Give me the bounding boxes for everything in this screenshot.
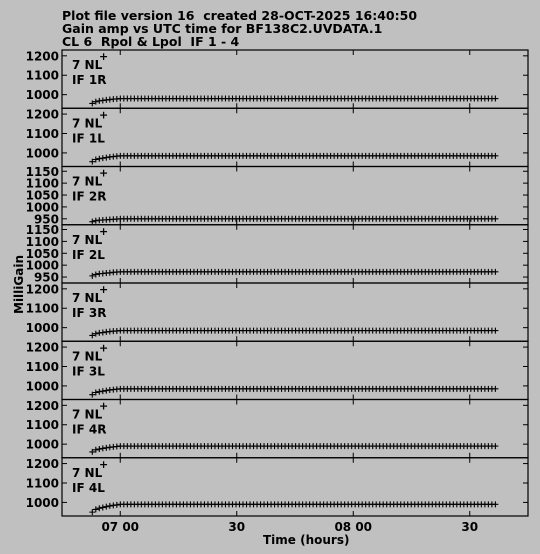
panel-if-label: IF 4L (72, 480, 105, 495)
marker-key: + (99, 457, 109, 471)
y-tick-label: 1100 (25, 301, 59, 316)
data-point (100, 97, 106, 103)
y-tick-label: 1100 (25, 234, 59, 249)
marker-key: + (99, 50, 109, 63)
panel-if-label: IF 1L (72, 131, 105, 146)
panel-if-label: IF 2R (72, 189, 107, 204)
y-tick-label: 1150 (25, 164, 59, 179)
panel-frame (62, 50, 528, 108)
data-point (107, 503, 113, 509)
y-tick-label: 1150 (25, 223, 59, 238)
plot-header-line-3: CL 6 Rpol & Lpol IF 1 - 4 (62, 34, 240, 49)
data-point (96, 389, 102, 395)
y-tick-label: 1000 (25, 321, 59, 336)
antenna-label: 7 NL (72, 465, 103, 480)
data-point (89, 273, 95, 279)
y-tick-label: 1200 (25, 49, 59, 64)
y-tick-label: 950 (33, 212, 59, 227)
marker-key: + (99, 341, 109, 355)
data-point (492, 443, 498, 449)
data-point (89, 509, 95, 515)
data-point (103, 388, 109, 394)
panel-if-label: IF 3L (72, 364, 105, 379)
panel-if-label: IF 2L (72, 247, 105, 262)
data-point (96, 446, 102, 452)
panel-frame (62, 400, 528, 458)
y-tick-label: 1000 (25, 146, 59, 161)
y-tick-label: 1200 (25, 340, 59, 355)
data-point (96, 156, 102, 162)
data-point (114, 502, 120, 508)
panel-frame (62, 167, 528, 225)
y-tick-label: 1100 (25, 418, 59, 433)
data-point (492, 328, 498, 334)
panel-frame (62, 225, 528, 283)
data-point (103, 445, 109, 451)
marker-key: + (99, 166, 109, 180)
panel-frame (62, 458, 528, 516)
y-tick-label: 1100 (25, 126, 59, 141)
y-tick-label: 950 (33, 270, 59, 285)
antenna-label: 7 NL (72, 291, 103, 305)
antenna-label: 7 NL (72, 232, 103, 247)
x-tick-label: 07 00 (101, 520, 140, 534)
y-tick-label: 1000 (25, 379, 59, 394)
data-point (492, 96, 498, 102)
x-tick-label: 30 (228, 520, 246, 534)
y-tick-label: 1000 (25, 200, 59, 215)
y-tick-label: 1200 (25, 107, 59, 122)
y-tick-label: 1050 (25, 188, 59, 203)
data-point (492, 216, 498, 222)
x-tick-label: 30 (461, 520, 479, 534)
panel-if-label: IF 4R (72, 422, 107, 437)
marker-key: + (99, 283, 109, 296)
data-point (492, 386, 498, 392)
y-tick-label: 1100 (25, 68, 59, 83)
antenna-label: 7 NL (72, 407, 103, 422)
data-point (492, 501, 498, 507)
y-tick-label: 1200 (25, 457, 59, 472)
plot-header-line-1: Plot file version 16 created 28-OCT-2025 16:40:50 (62, 8, 418, 23)
y-tick-label: 1200 (25, 398, 59, 413)
x-axis-label: Time (hours) (263, 533, 350, 547)
y-axis-label: MilliGain (12, 255, 26, 314)
data-point (100, 504, 106, 510)
y-tick-label: 1000 (25, 88, 59, 103)
data-point (93, 271, 99, 277)
data-point (93, 506, 99, 512)
antenna-label: 7 NL (72, 116, 103, 131)
marker-key: + (99, 399, 109, 413)
plot-header-line-2: Gain amp vs UTC time for BF138C2.UVDATA.1 (62, 21, 383, 36)
y-tick-label: 1100 (25, 176, 59, 191)
y-tick-label: 1000 (25, 258, 59, 273)
data-point (100, 155, 106, 161)
y-tick-label: 1200 (25, 282, 59, 297)
data-point (100, 330, 106, 336)
panel-if-label: IF 3R (72, 306, 107, 320)
panel-frame (62, 341, 528, 399)
antenna-label: 7 NL (72, 174, 103, 189)
panel-frame (62, 283, 528, 341)
marker-key: + (99, 224, 109, 238)
y-tick-label: 1050 (25, 246, 59, 261)
data-point (103, 155, 109, 161)
y-tick-label: 1100 (25, 359, 59, 374)
data-point (100, 445, 106, 451)
panel-frame (62, 108, 528, 166)
antenna-label: 7 NL (72, 349, 103, 364)
data-point (103, 504, 109, 510)
marker-key: + (99, 108, 109, 122)
data-point (492, 153, 498, 159)
panel-if-label: IF 1R (72, 73, 107, 87)
data-point (96, 505, 102, 511)
data-point (89, 219, 95, 225)
antenna-label: 7 NL (72, 58, 103, 72)
x-tick-label: 08 00 (334, 520, 373, 534)
data-point (100, 388, 106, 394)
y-tick-label: 1000 (25, 437, 59, 452)
y-tick-label: 1100 (25, 476, 59, 491)
data-point (492, 269, 498, 275)
y-tick-label: 1000 (25, 495, 59, 510)
